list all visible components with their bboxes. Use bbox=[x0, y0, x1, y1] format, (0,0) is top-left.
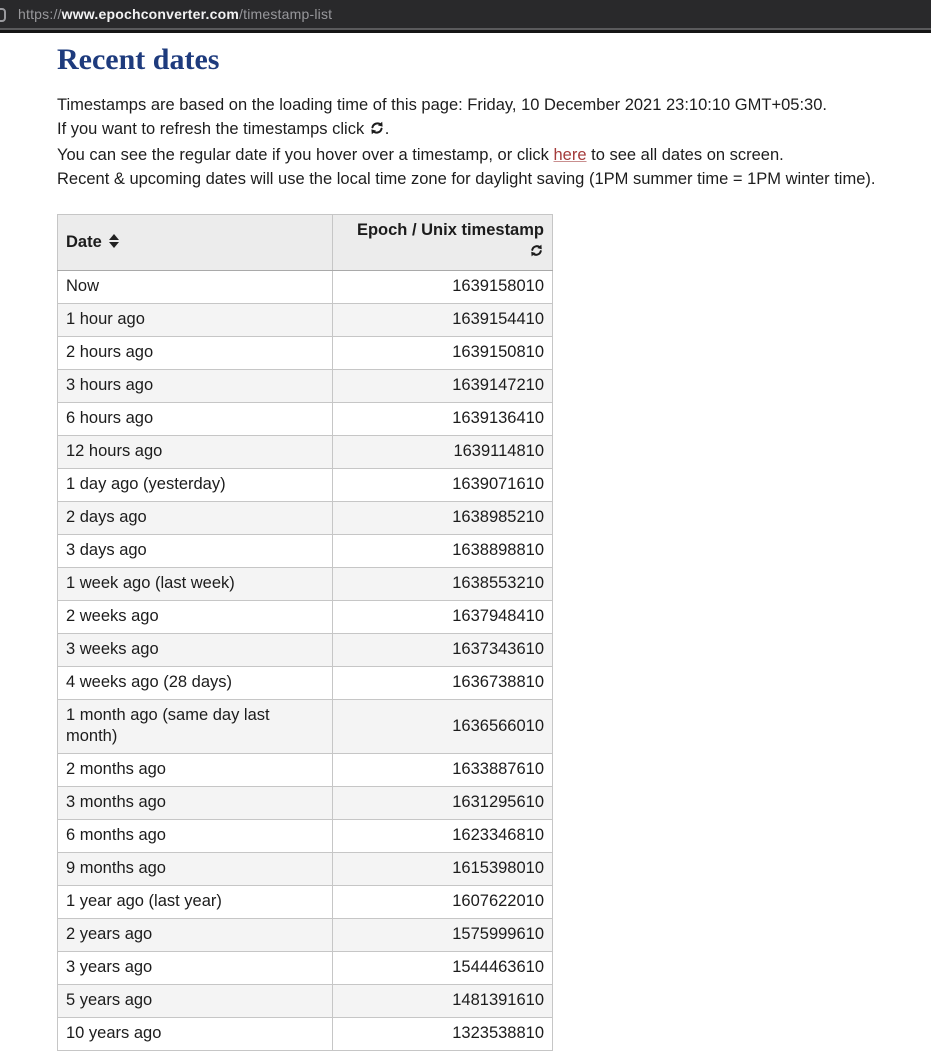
timestamp-cell[interactable]: 1639136410 bbox=[333, 403, 553, 436]
url-text[interactable] bbox=[18, 6, 332, 22]
table-row bbox=[58, 469, 553, 502]
table-header-row bbox=[58, 215, 553, 271]
timestamp-column-header[interactable] bbox=[333, 215, 553, 271]
timestamp-cell[interactable]: 1615398010 bbox=[333, 853, 553, 886]
timestamp-cell[interactable]: 1639114810 bbox=[333, 436, 553, 469]
timestamp-cell[interactable]: 1639150810 bbox=[333, 337, 553, 370]
refresh-hint-text: If you want to refresh the timestamps click bbox=[57, 120, 365, 138]
date-cell: 2 weeks ago bbox=[58, 601, 333, 634]
intro-text bbox=[57, 93, 931, 191]
timestamp-cell[interactable]: 1638898810 bbox=[333, 535, 553, 568]
timestamp-table-body bbox=[58, 271, 553, 1051]
table-row bbox=[58, 886, 553, 919]
timestamp-cell[interactable]: 1639071610 bbox=[333, 469, 553, 502]
hover-hint-text-after: to see all dates on screen. bbox=[591, 146, 784, 164]
timestamp-cell[interactable]: 1633887610 bbox=[333, 754, 553, 787]
date-cell: 1 day ago (yesterday) bbox=[58, 469, 333, 502]
table-row bbox=[58, 337, 553, 370]
page-title: Recent dates bbox=[57, 43, 220, 76]
date-cell: 10 years ago bbox=[58, 1018, 333, 1051]
timestamp-cell[interactable]: 1639154410 bbox=[333, 304, 553, 337]
table-row bbox=[58, 820, 553, 853]
timestamp-cell[interactable]: 1637343610 bbox=[333, 634, 553, 667]
date-cell: 2 years ago bbox=[58, 919, 333, 952]
date-cell: 1 week ago (last week) bbox=[58, 568, 333, 601]
timestamp-cell[interactable]: 1639147210 bbox=[333, 370, 553, 403]
table-row bbox=[58, 601, 553, 634]
url-scheme: https:// bbox=[18, 6, 62, 22]
date-cell: 5 years ago bbox=[58, 985, 333, 1018]
table-row bbox=[58, 919, 553, 952]
table-row bbox=[58, 853, 553, 886]
timestamp-cell[interactable]: 1638553210 bbox=[333, 568, 553, 601]
timestamp-cell[interactable]: 1638985210 bbox=[333, 502, 553, 535]
table-row bbox=[58, 370, 553, 403]
table-row bbox=[58, 700, 553, 754]
date-header-label: Date bbox=[66, 232, 102, 251]
table-row bbox=[58, 271, 553, 304]
intro-line-timezone bbox=[57, 167, 931, 191]
date-cell: 2 days ago bbox=[58, 502, 333, 535]
intro-line-refresh bbox=[57, 117, 931, 143]
timestamp-cell[interactable]: 1631295610 bbox=[333, 787, 553, 820]
date-cell: 1 hour ago bbox=[58, 304, 333, 337]
table-row bbox=[58, 634, 553, 667]
timestamp-cell[interactable]: 1575999610 bbox=[333, 919, 553, 952]
timestamp-cell[interactable]: 1636738810 bbox=[333, 667, 553, 700]
date-cell: Now bbox=[58, 271, 333, 304]
table-row bbox=[58, 304, 553, 337]
table-row bbox=[58, 568, 553, 601]
date-cell: 3 months ago bbox=[58, 787, 333, 820]
table-row bbox=[58, 535, 553, 568]
refresh-icon[interactable] bbox=[369, 119, 385, 143]
timestamp-cell[interactable]: 1636566010 bbox=[333, 700, 553, 754]
date-cell: 3 days ago bbox=[58, 535, 333, 568]
date-cell: 4 weeks ago (28 days) bbox=[58, 667, 333, 700]
date-cell: 1 year ago (last year) bbox=[58, 886, 333, 919]
timestamp-cell[interactable]: 1544463610 bbox=[333, 952, 553, 985]
intro-line-hover bbox=[57, 143, 931, 167]
table-row bbox=[58, 952, 553, 985]
sort-icon[interactable] bbox=[109, 234, 119, 248]
timestamp-cell[interactable]: 1639158010 bbox=[333, 271, 553, 304]
timezone-hint-text: Recent & upcoming dates will use the local time zone for daylight saving (1PM summer time = 1PM winter time). bbox=[57, 170, 876, 188]
timestamp-cell[interactable]: 1637948410 bbox=[333, 601, 553, 634]
table-row bbox=[58, 667, 553, 700]
refresh-timestamps-icon[interactable] bbox=[529, 243, 544, 264]
date-cell: 12 hours ago bbox=[58, 436, 333, 469]
date-cell: 3 weeks ago bbox=[58, 634, 333, 667]
table-row bbox=[58, 403, 553, 436]
see-all-dates-link[interactable]: here bbox=[553, 146, 587, 164]
browser-url-bar[interactable] bbox=[0, 0, 931, 30]
date-cell: 3 years ago bbox=[58, 952, 333, 985]
loading-time-text: Timestamps are based on the loading time of this page: Friday, 10 December 2021 23:10:10 GMT+05:30. bbox=[57, 96, 827, 114]
timestamp-cell[interactable]: 1607622010 bbox=[333, 886, 553, 919]
timestamp-header-label: Epoch / Unix timestamp bbox=[356, 221, 544, 239]
date-cell: 3 hours ago bbox=[58, 370, 333, 403]
table-row bbox=[58, 754, 553, 787]
date-column-header[interactable] bbox=[58, 215, 333, 271]
timestamp-cell[interactable]: 1481391610 bbox=[333, 985, 553, 1018]
timestamp-cell[interactable]: 1323538810 bbox=[333, 1018, 553, 1051]
url-path: /timestamp-list bbox=[239, 6, 333, 22]
date-cell: 6 hours ago bbox=[58, 403, 333, 436]
date-cell: 2 hours ago bbox=[58, 337, 333, 370]
intro-line-loading-time bbox=[57, 93, 931, 117]
url-domain: www.epochconverter.com bbox=[61, 6, 240, 22]
table-row bbox=[58, 787, 553, 820]
date-cell: 2 months ago bbox=[58, 754, 333, 787]
recent-dates-table bbox=[57, 214, 553, 1051]
hover-hint-text: You can see the regular date if you hover over a timestamp, or click bbox=[57, 146, 549, 164]
table-row bbox=[58, 985, 553, 1018]
table-row bbox=[58, 1018, 553, 1051]
page-content bbox=[0, 30, 931, 1051]
date-cell: 1 month ago (same day last month) bbox=[58, 700, 333, 754]
table-header bbox=[58, 215, 553, 271]
table-row bbox=[58, 436, 553, 469]
date-cell: 6 months ago bbox=[58, 820, 333, 853]
table-row bbox=[58, 502, 553, 535]
clipped-toolbar-icon bbox=[0, 8, 6, 22]
timestamp-cell[interactable]: 1623346810 bbox=[333, 820, 553, 853]
refresh-hint-period: . bbox=[384, 120, 390, 138]
date-cell: 9 months ago bbox=[58, 853, 333, 886]
